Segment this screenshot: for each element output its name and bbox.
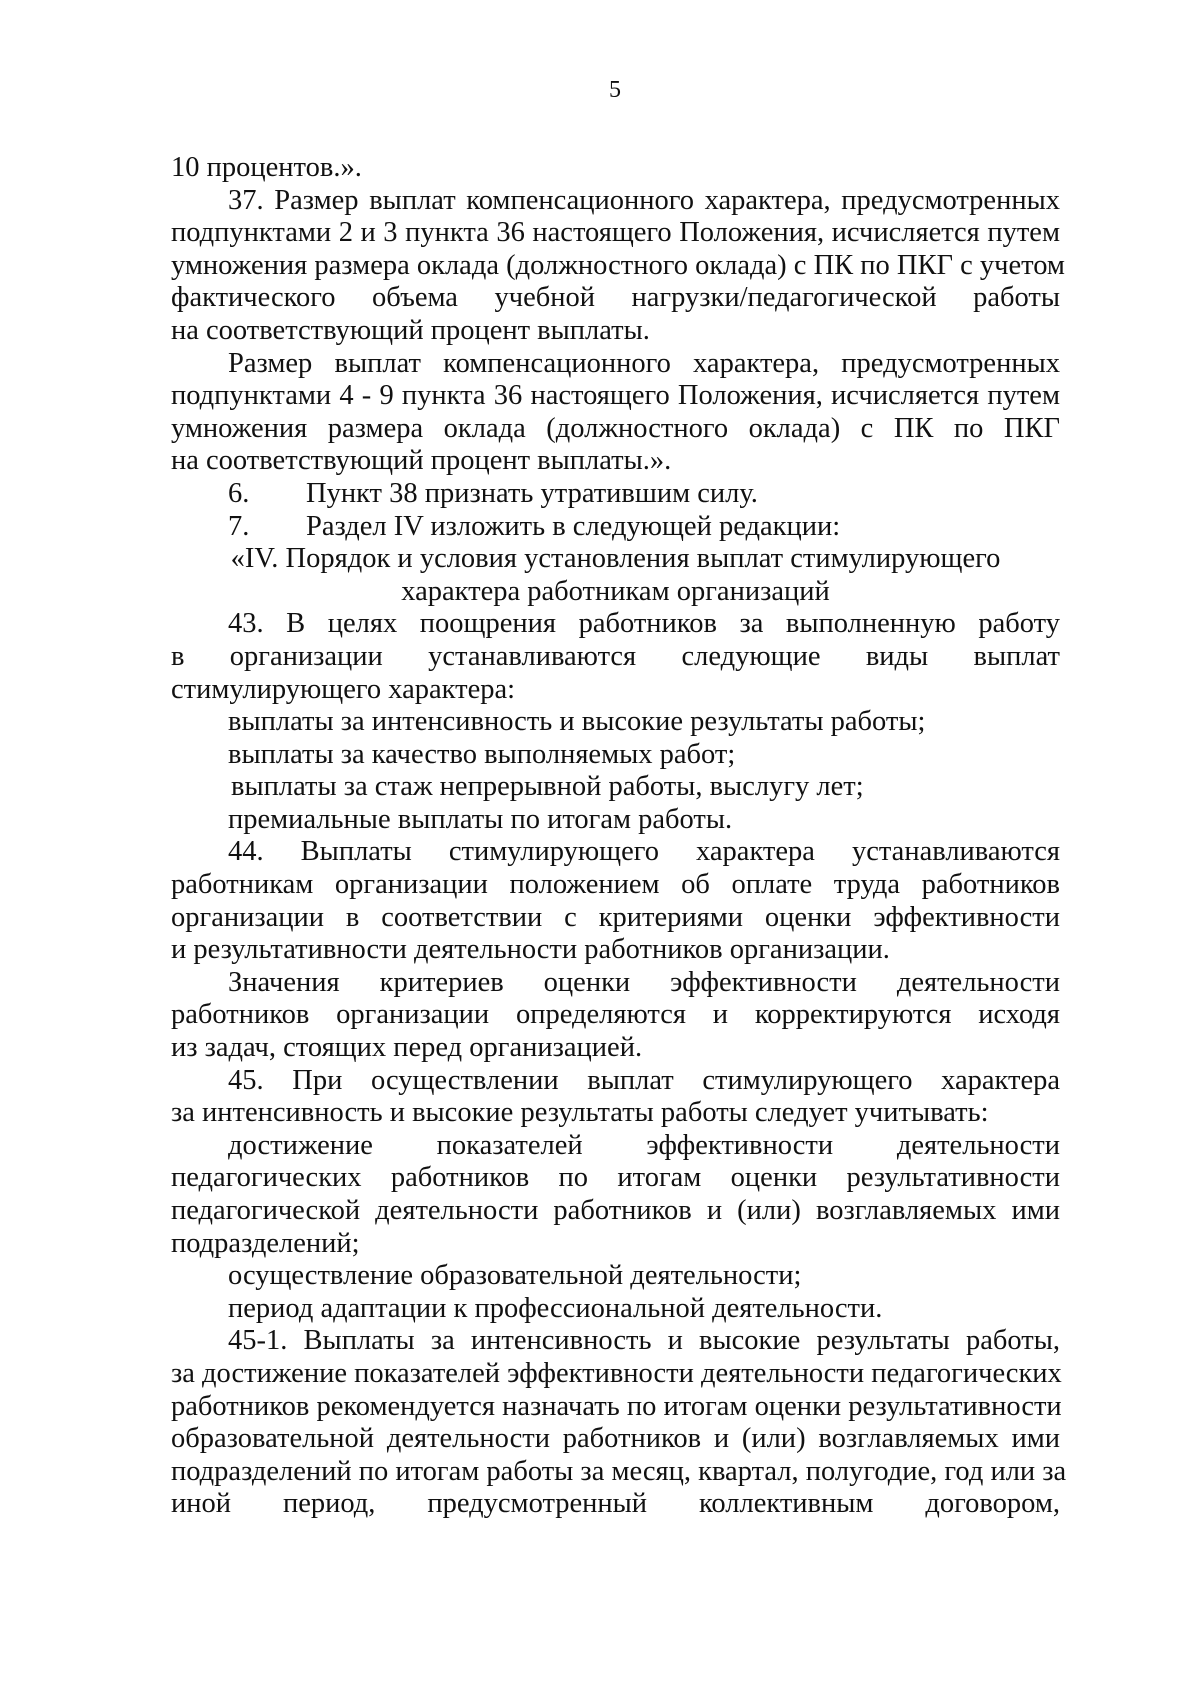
item-number: 6.	[228, 477, 250, 509]
text-line: подразделений;	[171, 1227, 360, 1259]
paragraph-45-start: 45. При осуществлении выплат стимулирующего характера	[228, 1064, 1060, 1096]
text-line: подпунктами 2 и 3 пункта 36 настоящего Положения, исчисляется путем	[171, 217, 1060, 249]
text-line: образовательной деятельности работников и (или) возглавляемых ими	[171, 1423, 1060, 1455]
text-line: работников рекомендуется назначать по итогам оценки результативности	[171, 1390, 1062, 1422]
section-heading-cont: характера работникам организаций	[401, 575, 830, 607]
text-line: организации в соответствии с критериями оценки эффективности	[171, 901, 1060, 933]
text-line: 10 процентов.».	[171, 152, 362, 183]
text-line: за интенсивность и высокие результаты работы следует учитывать:	[171, 1097, 989, 1129]
text-line: педагогических работников по итогам оценки результативности	[171, 1162, 1060, 1194]
text-line: умножения размера оклада (должностного оклада) с ПК по ПКГ	[171, 412, 1060, 444]
text-line: педагогической деятельности работников и (или) возглавляемых ими	[171, 1195, 1060, 1226]
paragraph-start: достижение показателей эффективности деятельности	[228, 1129, 1060, 1161]
text-line: из задач, стоящих перед организацией.	[171, 1032, 643, 1064]
paragraph-start: Значения критериев оценки эффективности деятельности	[228, 966, 1060, 998]
item-text: Раздел IV изложить в следующей редакции:	[306, 510, 841, 542]
list-item: выплаты за стаж непрерывной работы, выслугу лет;	[231, 771, 864, 803]
text-line: за достижение показателей эффективности деятельности педагогических	[171, 1357, 1062, 1389]
list-item: осуществление образовательной деятельности;	[228, 1260, 802, 1292]
paragraph-start: Размер выплат компенсационного характера, предусмотренных	[228, 347, 1060, 379]
page-number: 5	[609, 77, 621, 103]
list-item: премиальные выплаты по итогам работы.	[228, 803, 733, 835]
item-number: 7.	[228, 510, 250, 542]
text-line: на соответствующий процент выплаты.».	[171, 445, 672, 477]
section-heading: «IV. Порядок и условия установления выплат стимулирующего	[230, 543, 1001, 575]
document-body	[171, 152, 1067, 1521]
paragraph-37-start: 37. Размер выплат компенсационного характера, предусмотренных	[228, 184, 1060, 216]
text-line: стимулирующего характера:	[171, 673, 516, 705]
list-item: выплаты за качество выполняемых работ;	[228, 738, 736, 770]
text-line: иной период, предусмотренный коллективным договором,	[171, 1488, 1060, 1520]
text-line: умножения размера оклада (должностного оклада) с ПК по ПКГ с учетом	[171, 249, 1065, 281]
paragraph-43-start: 43. В целях поощрения работников за выполненную работу	[228, 608, 1060, 640]
paragraph-44-start: 44. Выплаты стимулирующего характера устанавливаются	[228, 836, 1060, 868]
paragraph-45-1-start: 45-1. Выплаты за интенсивность и высокие результаты работы,	[228, 1325, 1060, 1357]
text-line: фактического объема учебной нагрузки/педагогической работы	[171, 282, 1060, 314]
text-line: подпунктами 4 - 9 пункта 36 настоящего Положения, исчисляется путем	[171, 380, 1060, 412]
item-6	[171, 478, 1060, 511]
text-line: работникам организации положением об оплате труда работников	[171, 869, 1060, 901]
list-item: выплаты за интенсивность и высокие результаты работы;	[228, 706, 926, 738]
text-line: в организации устанавливаются следующие виды выплат	[171, 640, 1060, 672]
list-item: период адаптации к профессиональной деятельности.	[228, 1292, 883, 1324]
text-line: на соответствующий процент выплаты.	[171, 314, 650, 346]
item-text: Пункт 38 признать утратившим силу.	[306, 477, 758, 509]
text-line: подразделений по итогам работы за месяц, квартал, полугодие, год или за	[171, 1455, 1067, 1487]
text-line: работников организации определяются и корректируются исходя	[171, 999, 1060, 1031]
text-line: и результативности деятельности работников организации.	[171, 934, 890, 966]
item-7	[171, 511, 1060, 544]
